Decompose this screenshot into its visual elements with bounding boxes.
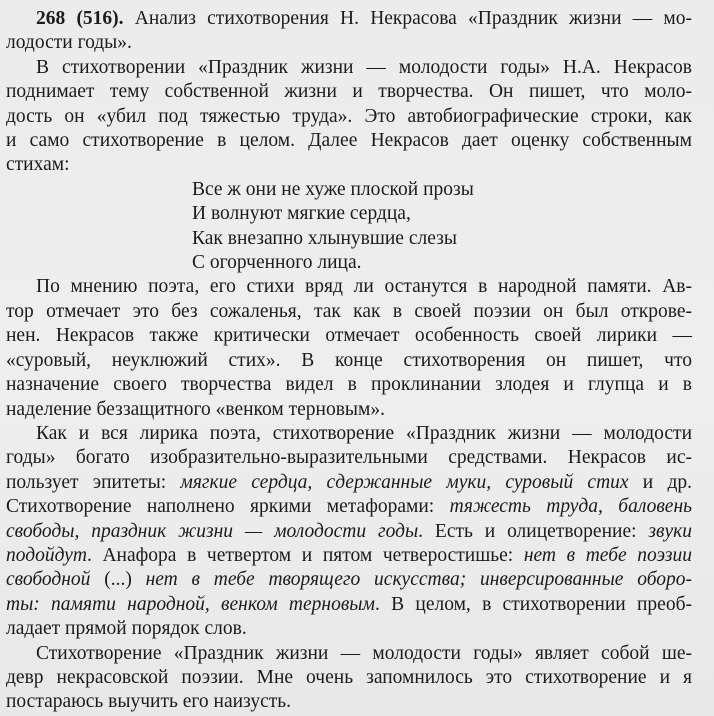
body-text: наделение беззащитного «венком терновым». bbox=[6, 398, 386, 420]
text-line bbox=[6, 666, 692, 690]
body-text: пользует эпитеты: bbox=[6, 471, 181, 493]
text-line bbox=[6, 495, 692, 519]
text-line bbox=[6, 275, 692, 299]
text-line bbox=[6, 520, 692, 544]
body-text: Анализ стихотворения Н. Некрасова «Праздник жизни — мо- bbox=[123, 8, 692, 29]
body-text: . Анафора в четвертом и пятом четверостишье: bbox=[86, 544, 524, 566]
body-text: . В целом, в стихотворении преоб- bbox=[374, 593, 692, 615]
italic-example-text: нет в тебе поэзии bbox=[523, 544, 692, 566]
opinion-paragraph bbox=[6, 275, 692, 421]
italic-example-text: свободы, праздник жизни — молодости годы bbox=[6, 520, 419, 542]
body-text: . Есть и олицетворение: bbox=[418, 520, 649, 542]
body-text: постараюсь выучить его наизусть. bbox=[6, 691, 292, 713]
text-line bbox=[6, 568, 692, 592]
conclusion-paragraph bbox=[6, 642, 692, 715]
exercise-heading bbox=[6, 7, 692, 56]
text-line bbox=[6, 398, 692, 422]
exercise-number-bold-text: 268 (516). bbox=[36, 8, 124, 29]
body-text: Как и вся лирика поэта, стихотворение «Праздник жизни — молодости bbox=[36, 422, 692, 444]
text-line bbox=[6, 324, 692, 348]
body-text: С огорченного лица. bbox=[192, 252, 362, 274]
body-text: Стихотворение наполнено яркими метафорами: bbox=[6, 496, 450, 518]
body-text: По мнению поэта, его стихи вряд ли останутся в народной памяти. Ав- bbox=[36, 276, 692, 298]
text-line bbox=[6, 349, 692, 373]
body-text: (...) bbox=[90, 569, 146, 591]
body-text: И волнуют мягкие сердца, bbox=[192, 203, 411, 225]
text-line bbox=[6, 690, 692, 714]
body-text: поднимает тему собственной жизни и творчества. Он пишет, что моло- bbox=[6, 81, 692, 103]
body-text: стихам: bbox=[6, 154, 70, 176]
text-line bbox=[6, 153, 692, 177]
text-line bbox=[6, 544, 692, 568]
body-text: тор отмечает это без сожаленья, так как в своей поэзии он был открове- bbox=[6, 300, 692, 322]
text-line bbox=[6, 617, 692, 641]
italic-example-text: тяжесть труда, баловень bbox=[449, 496, 692, 518]
text-line bbox=[6, 593, 692, 617]
body-text: Стихотворение «Праздник жизни — молодости годы» являет собой ше- bbox=[36, 642, 692, 664]
italic-example-text: подойдут bbox=[6, 544, 87, 566]
italic-example-text: ты: памяти народной, венком терновым bbox=[6, 593, 375, 615]
text-line bbox=[192, 178, 692, 202]
text-line bbox=[6, 56, 692, 80]
text-line bbox=[6, 7, 692, 31]
body-text: «суровый, неуклюжий стих». В конце стихотворения он пишет, что bbox=[6, 349, 692, 371]
body-text: и др. bbox=[628, 471, 692, 493]
italic-example-text: свободной bbox=[6, 569, 91, 591]
text-line bbox=[6, 129, 692, 153]
text-line bbox=[6, 80, 692, 104]
text-line bbox=[192, 251, 692, 275]
body-text: Как внезапно хлынувшие слезы bbox=[192, 227, 457, 249]
text-line bbox=[6, 642, 692, 666]
text-line bbox=[6, 471, 692, 495]
text-line bbox=[192, 202, 692, 226]
body-text: лодости годы». bbox=[6, 32, 132, 54]
intro-paragraph bbox=[6, 56, 692, 178]
body-text: Все ж они не хуже плоской прозы bbox=[192, 178, 474, 200]
body-text: нен. Некрасов также критически отмечает особенность своей лирики — bbox=[6, 325, 692, 347]
text-line bbox=[6, 422, 692, 446]
body-text: назначение своего творчества видел в проклинании злодея и глупца и в bbox=[6, 374, 692, 396]
body-text: дость он «убил под тяжестью труда». Это автобиографические строки, как bbox=[6, 105, 692, 127]
italic-example-text: мягкие сердца, сдержанные муки, суровый стих bbox=[180, 471, 629, 493]
italic-example-text: нет в тебе творящего искусства; инверсированные оборо- bbox=[145, 569, 692, 591]
body-text: годы» богато изобразительно-выразительными средствами. Некрасов ис- bbox=[6, 447, 692, 469]
text-line bbox=[6, 31, 692, 55]
body-text: и само стихотворение в целом. Далее Некрасов дает оценку собственным bbox=[6, 130, 692, 152]
devices-paragraph bbox=[6, 422, 692, 642]
body-text: девр некрасовской поэзии. Мне очень запомнилось это стихотворение и я bbox=[6, 666, 692, 688]
italic-example-text: звуки bbox=[648, 520, 692, 542]
body-text: ладает прямой порядок слов. bbox=[6, 618, 247, 640]
text-line bbox=[192, 227, 692, 251]
body-text: В стихотворении «Праздник жизни — молодости годы» Н.А. Некрасов bbox=[36, 56, 692, 78]
text-line bbox=[6, 373, 692, 397]
poem-quote bbox=[6, 178, 692, 276]
text-line bbox=[6, 105, 692, 129]
text-line bbox=[6, 300, 692, 324]
text-line bbox=[6, 446, 692, 470]
